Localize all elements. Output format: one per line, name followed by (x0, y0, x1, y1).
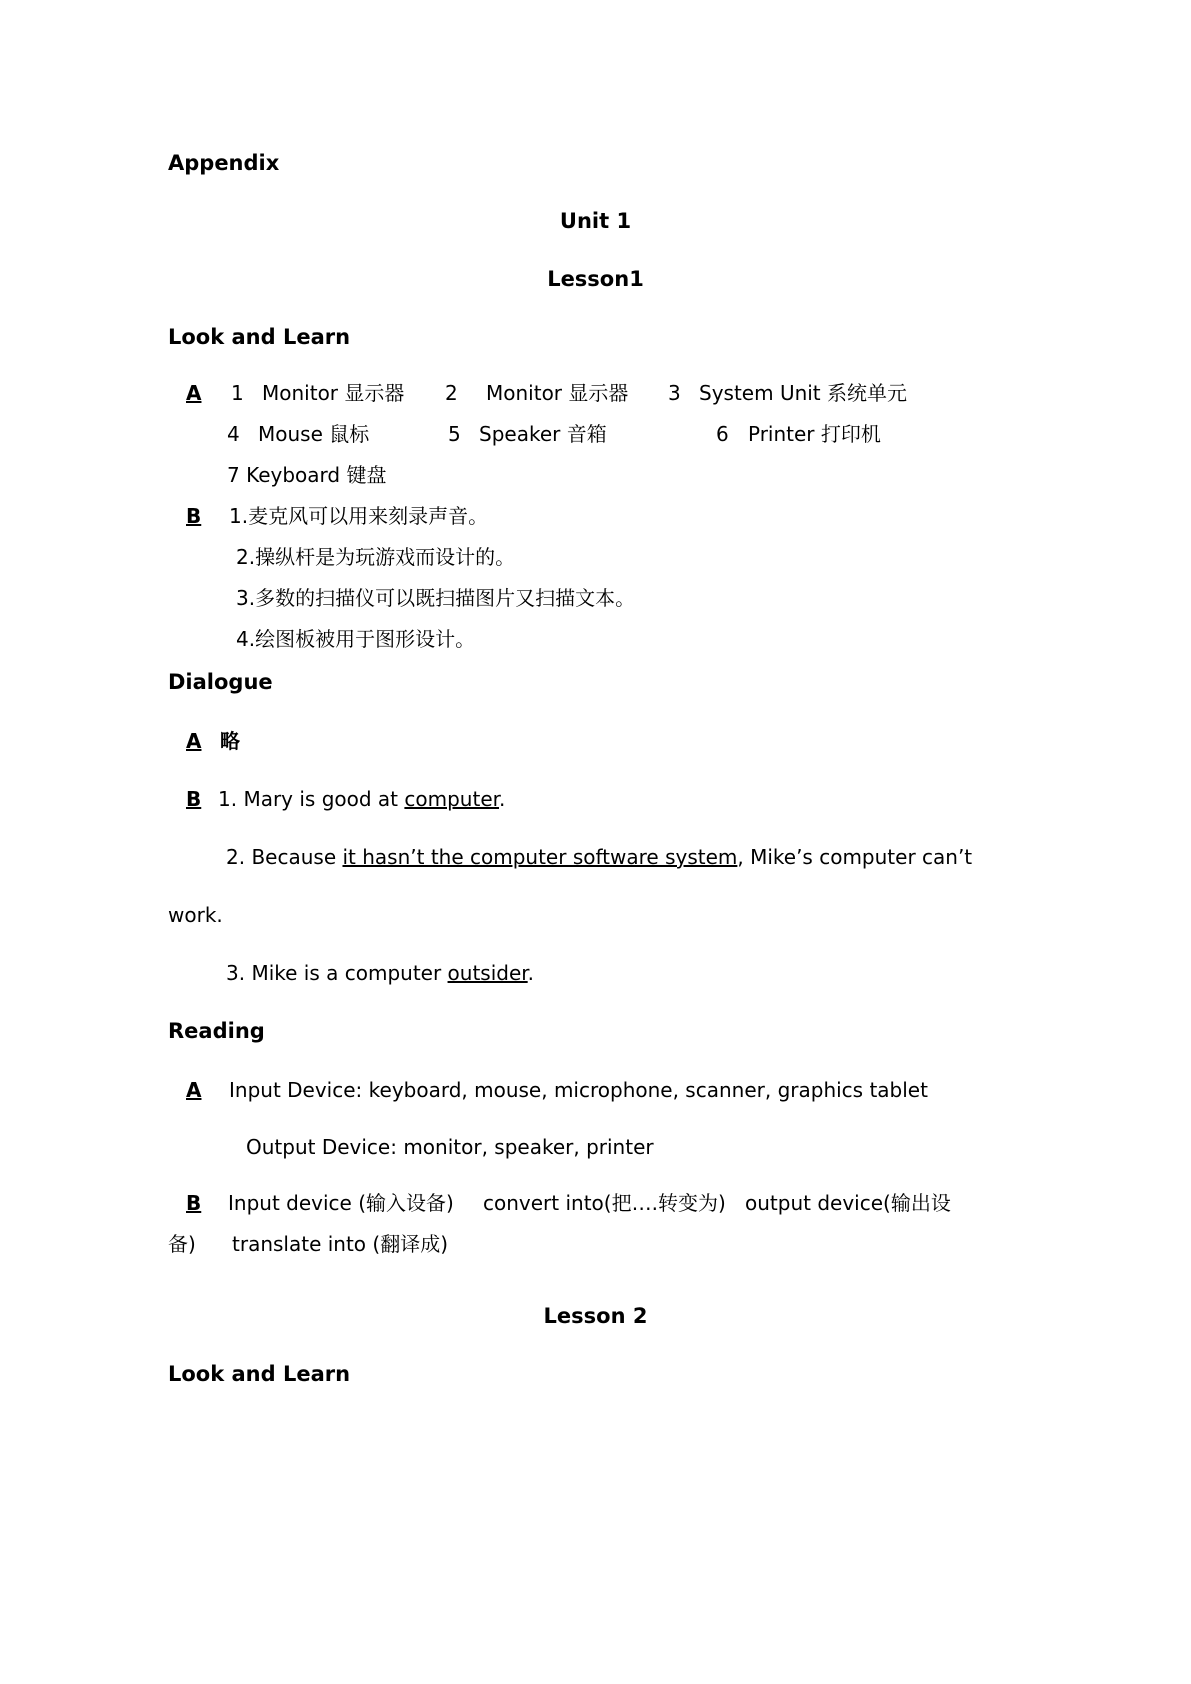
vocab-num-2: 2 (445, 381, 458, 405)
look-and-learn-heading-2: Look and Learn (168, 1362, 351, 1386)
answer-2-blank: it hasn’t the computer software system (342, 845, 738, 869)
reading-term-3: output device(输出设 (745, 1191, 951, 1215)
reading-a-label: A (186, 1078, 202, 1102)
lesson2-title: Lesson 2 (543, 1304, 648, 1328)
translation-4: 4.绘图板被用于图形设计。 (236, 627, 476, 651)
vocab-item-7: 7 Keyboard 键盘 (227, 463, 387, 487)
reading-input-devices: Input Device: keyboard, mouse, microphone, scanner, graphics tablet (229, 1078, 928, 1102)
reading-output-devices: Output Device: monitor, speaker, printer (246, 1135, 654, 1159)
lesson1-title: Lesson1 (547, 267, 644, 291)
answer-1-blank: computer (404, 787, 500, 811)
reading-heading: Reading (168, 1019, 265, 1043)
dialogue-a-label: A (186, 729, 202, 753)
vocab-num-3: 3 (668, 381, 681, 405)
reading-term-3-continued: 备) (168, 1232, 196, 1256)
vocab-num-4: 4 (227, 422, 240, 446)
translation-2: 2.操纵杆是为玩游戏而设计的。 (236, 545, 516, 569)
translation-1: 1.麦克风可以用来刻录声音。 (229, 504, 489, 528)
reading-term-1: Input device (输入设备) (228, 1191, 454, 1215)
vocab-num-6: 6 (716, 422, 729, 446)
reading-term-4: translate into (翻译成) (232, 1232, 449, 1256)
reading-term-2: convert into(把….转变为) (483, 1191, 726, 1215)
vocab-item-1: Monitor 显示器 (262, 381, 405, 405)
vocab-num-1: 1 (231, 381, 244, 405)
vocab-item-3: System Unit 系统单元 (699, 381, 908, 405)
look-and-learn-heading: Look and Learn (168, 325, 351, 349)
dialogue-heading: Dialogue (168, 670, 273, 694)
dialogue-answer-2: 2. Because it hasn’t the computer software system, Mike’s computer can’t (226, 845, 973, 869)
vocab-item-5: Speaker 音箱 (479, 422, 607, 446)
dialogue-answer-3: 3. Mike is a computer outsider. (226, 961, 535, 985)
vocab-item-6: Printer 打印机 (748, 422, 881, 446)
dialogue-a-text: 略 (220, 729, 240, 753)
dialogue-b-label: B (186, 787, 202, 811)
reading-b-label: B (186, 1191, 202, 1215)
unit-title: Unit 1 (559, 209, 632, 233)
section-b-label: B (186, 504, 202, 528)
appendix-heading: Appendix (168, 151, 280, 175)
translation-3: 3.多数的扫描仪可以既扫描图片又扫描文本。 (236, 586, 636, 610)
vocab-num-5: 5 (448, 422, 461, 446)
vocab-item-2: Monitor 显示器 (486, 381, 629, 405)
answer-3-blank: outsider (447, 961, 528, 985)
dialogue-answer-1: 1. Mary is good at computer. (218, 787, 506, 811)
vocab-item-4: Mouse 鼠标 (258, 422, 370, 446)
section-a-label: A (186, 381, 202, 405)
dialogue-answer-2-continued: work. (168, 903, 223, 927)
